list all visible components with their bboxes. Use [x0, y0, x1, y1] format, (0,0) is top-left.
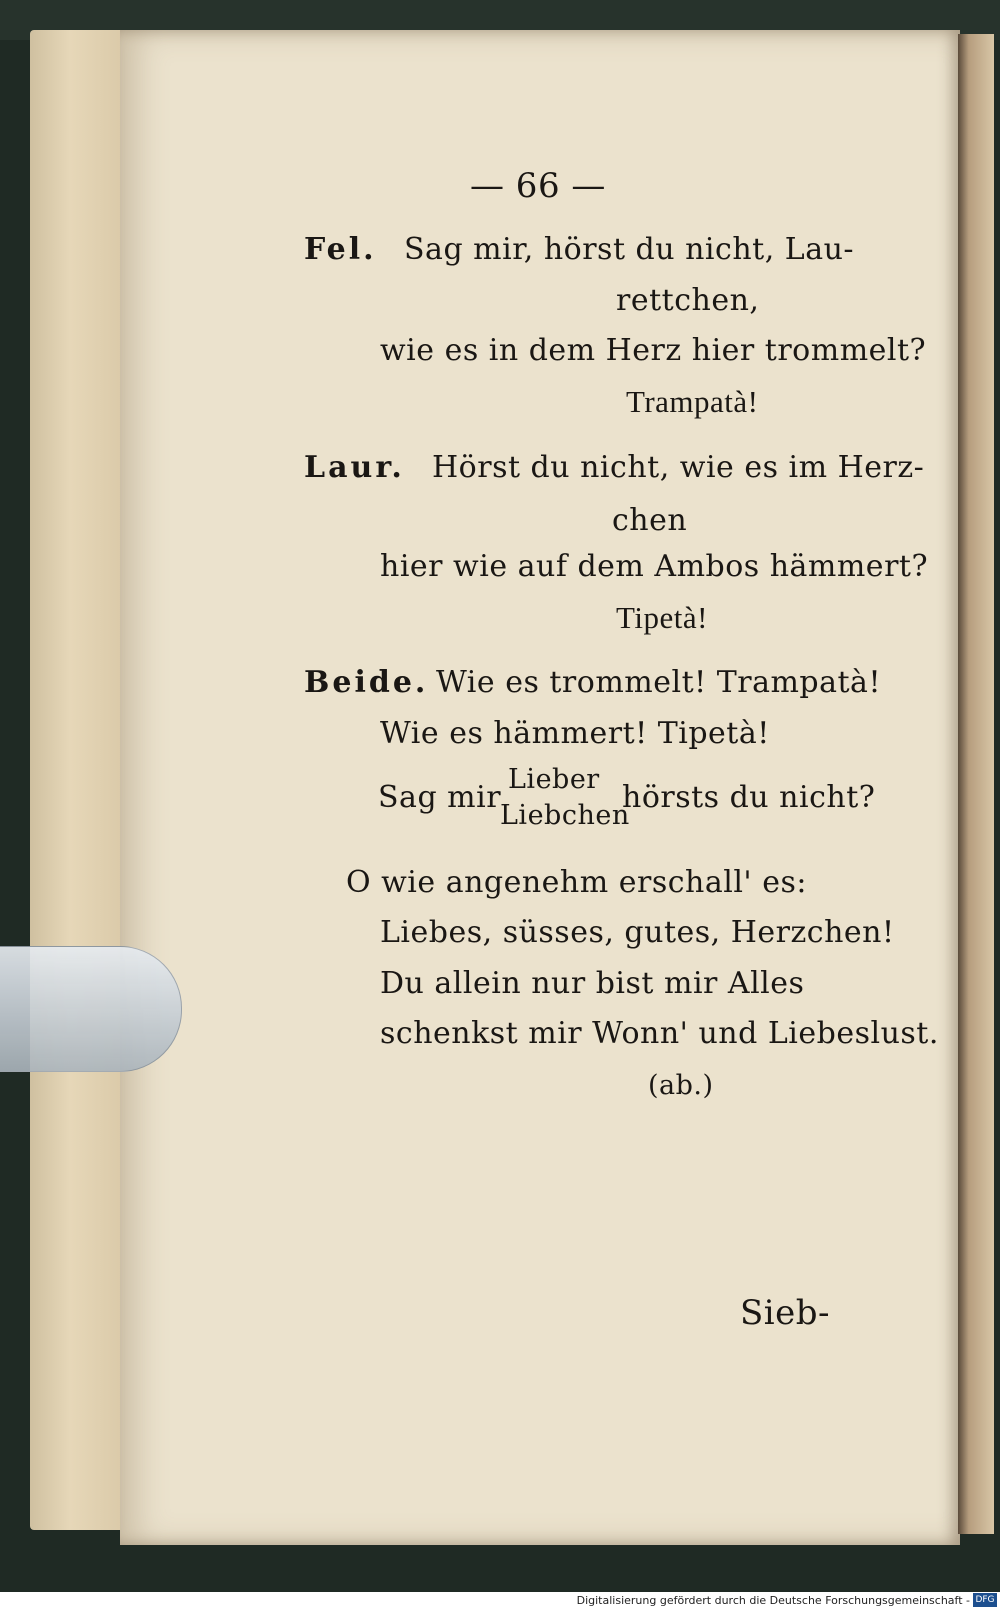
book-page-edges: [30, 30, 130, 1530]
text-line-upper: Lieber: [508, 764, 600, 795]
stage-direction: (ab.): [648, 1070, 714, 1101]
text-line: Hörst du nicht, wie es im Herz-: [432, 450, 925, 485]
text-line: schenkst mir Wonn' und Liebeslust.: [380, 1016, 939, 1051]
text-line: Tipetà!: [616, 600, 708, 635]
speaker-beide: Beide.: [304, 665, 429, 700]
text-line-lower: Liebchen: [500, 800, 630, 831]
text-line: Liebes, süsses, gutes, Herzchen!: [380, 915, 895, 950]
book-right-edge: [958, 34, 994, 1534]
text-line: wie es in dem Herz hier trommelt?: [380, 333, 927, 368]
text-line: Sag mir, hörst du nicht, Lau-: [404, 232, 855, 267]
page-number: — 66 —: [470, 166, 606, 206]
text-line: Sag mir: [378, 780, 502, 815]
text-line: Du allein nur bist mir Alles: [380, 966, 805, 1001]
dfg-logo: DFG: [973, 1593, 997, 1607]
text-line: O wie angenehm erschall' es:: [346, 865, 807, 900]
speaker-laur: Laur.: [304, 450, 405, 485]
text-line: Wie es trommelt! Trampatà!: [436, 665, 881, 700]
footer-credit: Digitalisierung gefördert durch die Deutsche Forschungsgemeinschaft -: [576, 1594, 970, 1607]
text-line: Wie es hämmert! Tipetà!: [380, 716, 770, 751]
text-line: hörsts du nicht?: [622, 780, 876, 815]
text-line: Trampatà!: [626, 384, 759, 419]
catchword: Sieb-: [740, 1293, 831, 1333]
speaker-fel: Fel.: [304, 232, 377, 267]
scanner-thumb-clip: [0, 946, 182, 1072]
text-line: hier wie auf dem Ambos hämmert?: [380, 549, 929, 584]
text-line: chen: [612, 503, 688, 538]
text-line: rettchen,: [616, 283, 760, 318]
